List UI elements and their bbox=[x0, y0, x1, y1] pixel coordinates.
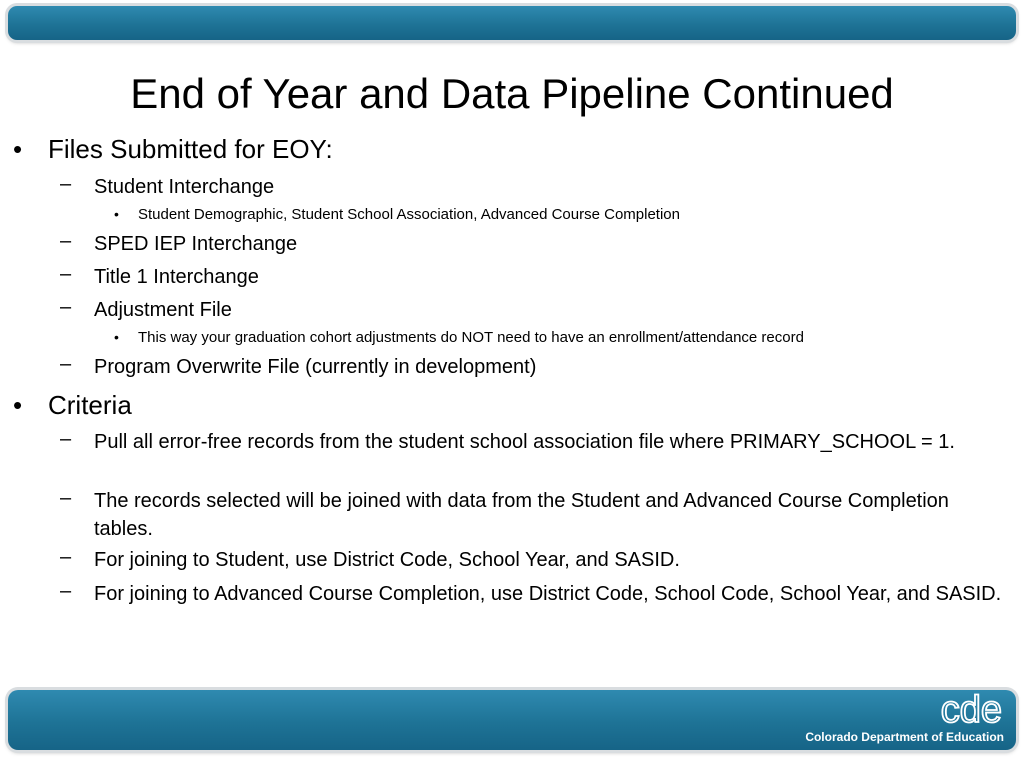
top-banner bbox=[8, 6, 1016, 40]
cde-logo-mark bbox=[920, 692, 1004, 728]
bullet-marker: • bbox=[114, 206, 119, 222]
cde-logo-letters: cde bbox=[940, 692, 1002, 728]
sub-bullet-text: Pull all error-free records from the student school association file where PRIMARY_SCHOOL = 1. bbox=[94, 431, 955, 453]
bullet-marker: • bbox=[114, 329, 119, 345]
dash-marker: – bbox=[60, 173, 72, 195]
sub-bullet-text: For joining to Advanced Course Completion, use District Code, School Code, School Year, and SASID. bbox=[94, 583, 1002, 605]
dash-marker: – bbox=[60, 546, 72, 568]
slide-title: End of Year and Data Pipeline Continued bbox=[130, 70, 894, 117]
dash-marker: – bbox=[60, 580, 72, 602]
organization-name: Colorado Department of Education bbox=[805, 730, 1004, 744]
sub-bullet-text: Student Interchange bbox=[94, 176, 275, 198]
dash-marker: – bbox=[60, 230, 72, 252]
sub-bullet-text: The records selected will be joined with data from the Student and Advanced Course Completion tables. bbox=[94, 490, 949, 540]
dash-marker: – bbox=[60, 296, 72, 318]
sub-bullet-text: Adjustment File bbox=[94, 299, 232, 321]
dash-marker: – bbox=[60, 487, 72, 509]
bullet-marker: • bbox=[13, 390, 23, 420]
sub-bullet-text: SPED IEP Interchange bbox=[94, 233, 298, 255]
bullet-marker: • bbox=[13, 134, 23, 164]
sub-bullet-text: Title 1 Interchange bbox=[94, 266, 259, 288]
dash-marker: – bbox=[60, 353, 72, 375]
sub-sub-bullet-text: Student Demographic, Student School Association, Advanced Course Completion bbox=[138, 206, 680, 223]
sub-bullet-text: Program Overwrite File (currently in development) bbox=[94, 356, 537, 378]
footer-banner bbox=[8, 690, 1016, 750]
dash-marker: – bbox=[60, 263, 72, 285]
sub-sub-bullet-text: This way your graduation cohort adjustments do NOT need to have an enrollment/attendance record bbox=[138, 329, 804, 346]
bullet-text: Criteria bbox=[48, 390, 132, 420]
cde-logo bbox=[774, 692, 1004, 746]
sub-bullet-text: For joining to Student, use District Code, School Year, and SASID. bbox=[94, 549, 680, 571]
bullet-text: Files Submitted for EOY: bbox=[48, 134, 333, 164]
dash-marker: – bbox=[60, 428, 72, 450]
